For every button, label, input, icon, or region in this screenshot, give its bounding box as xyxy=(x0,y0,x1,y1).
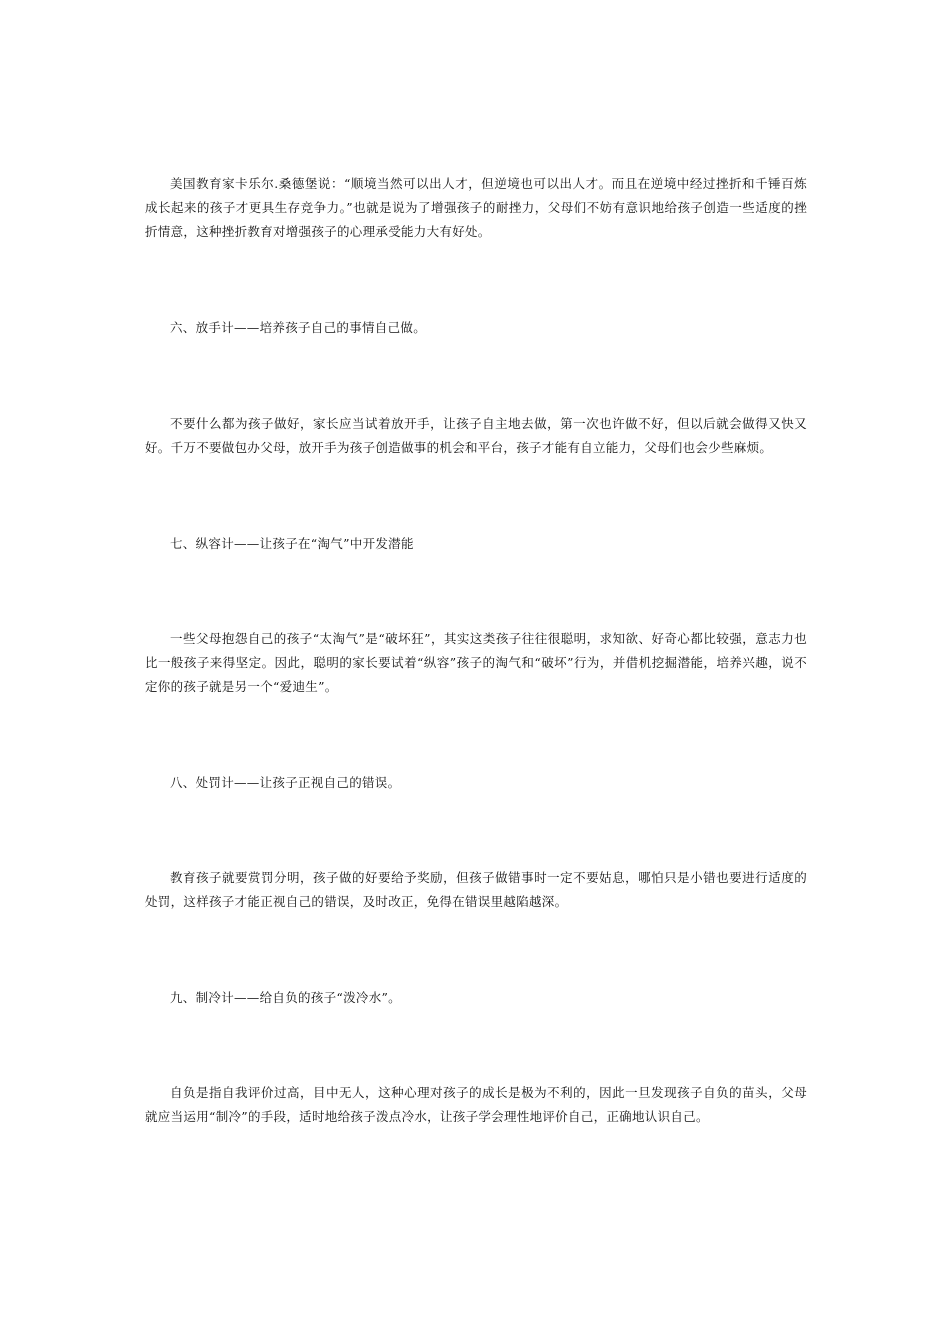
paragraph-section-9: 自负是指自我评价过高，目中无人，这种心理对孩子的成长是极为不利的，因此一旦发现孩子自负的苗头，父母就应当运用“制冷”的手段，适时地给孩子泼点冷水，让孩子学会理性地评价自己，正确地认识自己。 xyxy=(145,1085,807,1124)
heading-section-8: 八、处罚计——让孩子正视自己的错误。 xyxy=(170,775,401,790)
heading-section-9: 九、制冷计——给自负的孩子“泼冷水”。 xyxy=(170,990,401,1005)
paragraph-section-7: 一些父母抱怨自己的孩子“太淘气”是“破坏狂”，其实这类孩子往往很聪明，求知欲、好奇心都比较强，意志力也比一般孩子来得坚定。因此，聪明的家长要试着“纵容”孩子的淘气和“破坏”行为，并借机挖掘潜能，培养兴趣，说不定你的孩子就是另一个“爱迪生”。 xyxy=(145,631,807,694)
paragraph-section-6: 不要什么都为孩子做好，家长应当试着放开手，让孩子自主地去做，第一次也许做不好，但以后就会做得又快又好。千万不要做包办父母，放开手为孩子创造做事的机会和平台，孩子才能有自立能力，父母们也会少些麻烦。 xyxy=(145,416,807,455)
heading-section-6: 六、放手计——培养孩子自己的事情自己做。 xyxy=(170,320,427,335)
heading-section-7: 七、纵容计——让孩子在“淘气”中开发潜能 xyxy=(170,536,414,551)
paragraph-section-8: 教育孩子就要赏罚分明，孩子做的好要给予奖励，但孩子做错事时一定不要姑息，哪怕只是小错也要进行适度的处罚，这样孩子才能正视自己的错误，及时改正，免得在错误里越陷越深。 xyxy=(145,870,807,909)
paragraph-adversity: 美国教育家卡乐尔.桑德堡说：“顺境当然可以出人才，但逆境也可以出人才。而且在逆境中经过挫折和千锤百炼成长起来的孩子才更具生存竞争力。”也就是说为了增强孩子的耐挫力，父母们不妨有意识地给孩子创造一些适度的挫折情意，这种挫折教育对增强孩子的心理承受能力大有好处。 xyxy=(145,176,807,239)
